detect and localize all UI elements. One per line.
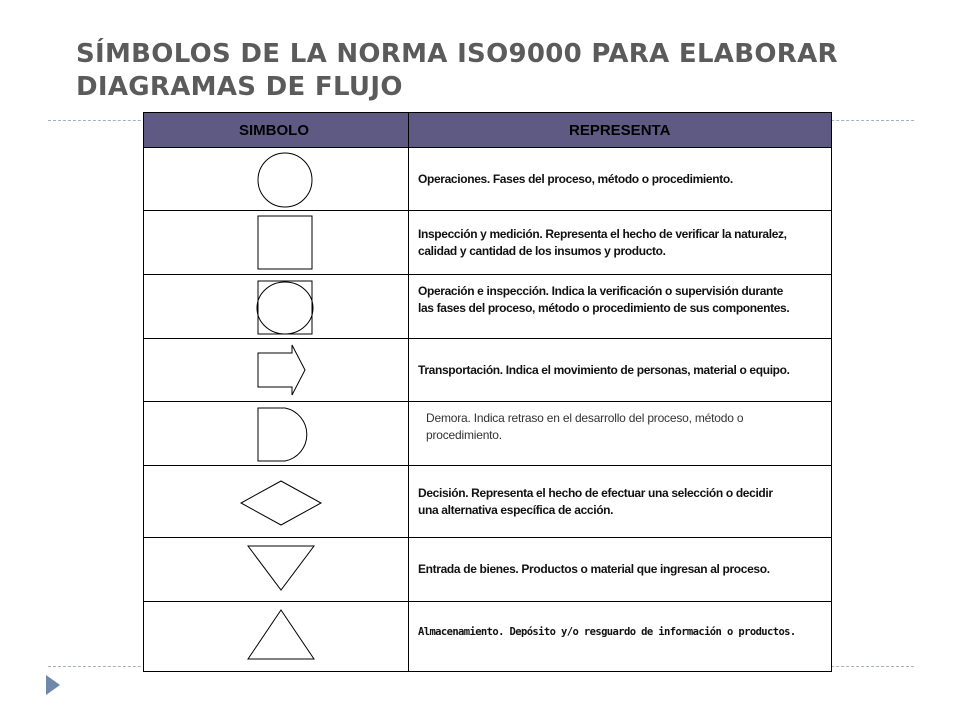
down-triangle-icon	[144, 538, 409, 602]
description-cell	[409, 602, 831, 671]
table-row	[144, 339, 831, 402]
description-text-line1: Demora. Indica retraso en el desarrollo del proceso, método o	[426, 411, 744, 425]
description-text-line1: Operación e inspección. Indica la verificación o supervisión durante	[418, 284, 783, 298]
description-text-line2: procedimiento.	[426, 428, 502, 442]
table-row	[144, 275, 831, 339]
table-row	[144, 148, 831, 211]
description-text: Entrada de bienes. Productos o material que ingresan al proceso.	[418, 562, 770, 576]
page-title-line2: DIAGRAMAS DE FLUJO	[76, 72, 403, 102]
symbol-cell	[144, 148, 409, 210]
description-text-line1: Inspección y medición. Representa el hecho de verificar la naturalez,	[418, 226, 787, 241]
up-triangle-icon	[144, 602, 409, 671]
symbol-cell	[144, 538, 409, 601]
page-title	[76, 38, 926, 104]
description-cell	[409, 211, 831, 274]
circle-in-square-icon	[144, 275, 409, 339]
description-text: Operaciones. Fases del proceso, método o procedimiento.	[418, 171, 733, 186]
symbol-cell	[144, 602, 409, 671]
description-cell	[409, 148, 831, 210]
arrow-icon	[144, 339, 409, 402]
symbol-cell	[144, 211, 409, 274]
d-shape-icon	[144, 402, 409, 466]
symbol-cell	[144, 339, 409, 401]
description-text-line2: una alternativa específica de acción.	[418, 502, 614, 517]
description-cell	[409, 339, 831, 401]
description-cell	[409, 466, 831, 537]
description-text-line2: calidad y cantidad de los insumos y producto.	[418, 243, 666, 258]
header-symbol: SIMBOLO	[144, 113, 409, 147]
description-text-line2: las fases del proceso, método o procedimiento de sus componentes.	[418, 301, 790, 315]
description-text: Almacenamiento. Depósito y/o resguardo de información o productos.	[418, 626, 796, 638]
table-header	[144, 113, 831, 148]
description-cell	[409, 538, 831, 601]
description-cell	[409, 402, 831, 465]
symbol-cell	[144, 275, 409, 338]
diamond-icon	[144, 466, 409, 538]
next-slide-arrow-icon[interactable]	[46, 675, 60, 695]
page-title-line1: SÍMBOLOS DE LA NORMA ISO9000 PARA ELABORAR	[76, 39, 838, 69]
header-represents: REPRESENTA	[569, 121, 671, 139]
symbol-cell	[144, 466, 409, 537]
description-text-line1: Decisión. Representa el hecho de efectuar una selección o decidir	[418, 485, 773, 500]
description-cell	[409, 275, 831, 338]
table-row	[144, 602, 831, 671]
table-row	[144, 211, 831, 275]
square-icon	[144, 211, 409, 275]
table-row	[144, 466, 831, 538]
symbol-cell	[144, 402, 409, 465]
symbols-table	[143, 112, 832, 672]
description-text: Transportación. Indica el movimiento de personas, material o equipo.	[418, 362, 790, 377]
table-row	[144, 538, 831, 602]
circle-icon	[144, 148, 409, 211]
table-row	[144, 402, 831, 466]
